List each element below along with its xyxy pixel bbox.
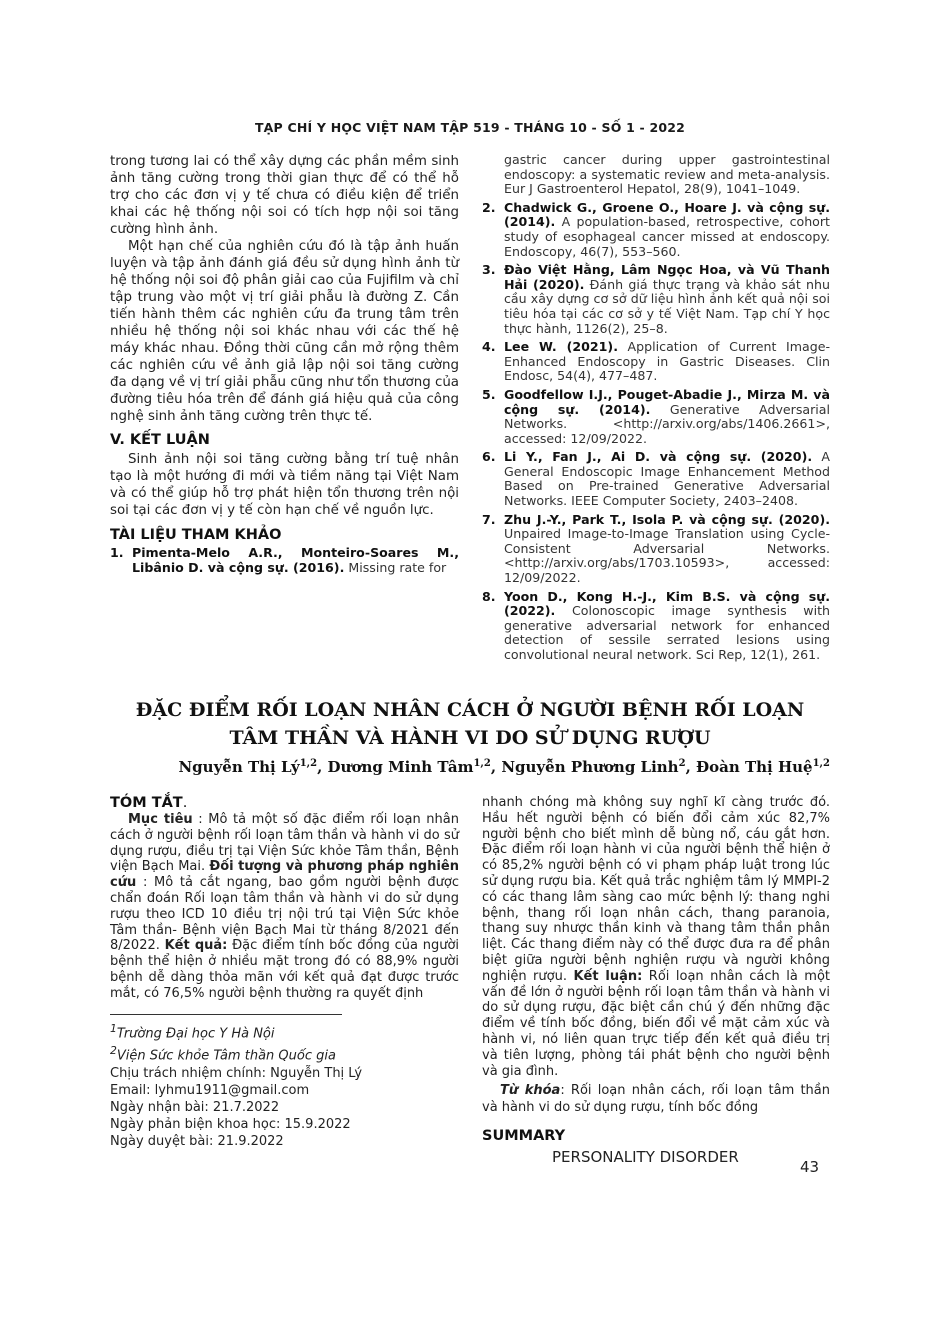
reference-item-continued: gastric cancer during upper gastrointestinal endoscopy: a systematic review and meta-analysis. Eur J Gastroenterol Hepatol, 28(9), 1041–1049.	[504, 152, 830, 197]
footnote-line: Ngày phản biện khoa học: 15.9.2022	[110, 1116, 351, 1132]
abstract-text: Mục tiêu : Mô tả một số đặc điểm rối loạn nhân cách ở người bệnh rối loạn tâm thần và hành vi do sử dụng rượu, điều trị tại Viện Sức khỏe Tâm thần, Bệnh viện Bạch Mai. Đối tượng và phương pháp nghiên cứu : Mô tả cắt ngang, bao gồm người bệnh được chẩn đoán Rối loạn tâm thần và hành vi do sử dụng rượu theo ICD 10 điều trị nội trú tại Viện Sức khỏe Tâm thần- Bệnh viện Bạch Mai từ tháng 8/2021 đến 8/2022. Kết quả: Đặc điểm tính bốc đồng của người bệnh thể hiện ở nhiều mặt trong đó có 88,9% người bệnh dễ dàng thỏa mãn với kết quả đạt được trước mắt, có 76,5% người bệnh thường ra quyết định	[110, 812, 460, 1001]
left-column	[110, 153, 459, 579]
references-heading: TÀI LIỆU THAM KHẢO	[110, 527, 282, 543]
footnote-line: Chịu trách nhiệm chính: Nguyễn Thị Lý	[110, 1065, 363, 1081]
summary-title: PERSONALITY DISORDER	[552, 1148, 739, 1167]
reference-item: 5. Goodfellow I.J., Pouget-Abadie J., Mirza M. và cộng sự. (2014). Generative Adversarial Networks. <http://arxiv.org/abs/1406.2661>, accessed: 12/09/2022.	[482, 386, 830, 446]
author-name: Nguyễn Phương Linh	[501, 758, 679, 776]
summary-heading: SUMMARY	[482, 1128, 566, 1145]
reference-item: 7. Zhu J.-Y., Park T., Isola P. và cộng sự. (2020). Unpaired Image-to-Image Translation using Cycle-Consistent Adversarial Networks. <http://arxiv.org/abs/1703.10593>, accessed: 12/09/2022.	[482, 511, 830, 586]
author-line: Nguyễn Thị Lý$^{1,2}$, Dương Minh Tâm$^{1,2}$, Nguyễn Phương Linh$^2$, Đoàn Thị Huệ$^{1,2}$	[178, 758, 830, 776]
footnote-affiliation: $^2$Viện Sức khỏe Tâm thần Quốc gia	[110, 1044, 336, 1064]
reference-list	[482, 153, 830, 663]
reference-item: 1. Pimenta-Melo A.R., Monteiro-Soares M., Libânio D. và cộng sự. (2016). Missing rate for	[110, 545, 459, 575]
section-heading-conclusion: V. KẾT LUẬN	[110, 432, 210, 448]
abstract-text: nhanh chóng mà không suy nghĩ kĩ càng trước đó. Hầu hết người bệnh có biến đổi cảm xúc 82,7% người bệnh cho biết mình dễ bùng nổ, cáu gắt hơn. Đặc điểm rối loạn hành vi của người bệnh thể hiện ở có 85,2% người bệnh có vi phạm pháp luật trong lúc sử dụng rượu bia. Kết quả trắc nghiệm tâm lý MMPI-2 có các thang lâm sàng cao mức bệnh lý: thang nghi bệnh, thang rối loạn nhân cách, thang paranoia, thang suy nhược thần kinh và thang tâm thần phân liệt. Các thang điểm này có thể được đưa ra để phân biệt giữa người bệnh nghiện rượu và người không nghiện rượu. Kết luận: Rối loạn nhân cách là một vấn đề lớn ở người bệnh rối loạn tâm thần và hành vi do sử dụng rượu, đặc biệt cần chú ý đến những đặc điểm về tính bốc đồng, biến đổi về mặt cảm xúc và hành vi, nó liên quan trực tiếp đến kết quả điều trị và tiên lượng, phòng tái phát bệnh cho người bệnh và gia đình.	[482, 795, 830, 1079]
footnotes	[110, 1020, 459, 1150]
reference-item: 4. Lee W. (2021). Application of Current Image-Enhanced Endoscopy in Gastric Diseases. Clin Endosc, 54(4), 477–487.	[482, 339, 830, 384]
page-number: 43	[800, 1158, 820, 1176]
reference-item: 6. Li Y., Fan J., Ai D. và cộng sự. (2020). A General Endoscopic Image Enhancement Method Based on Pre-trained Generative Adversarial Networks. IEEE Computer Society, 2403–2408.	[482, 449, 830, 509]
abstract-right	[482, 795, 830, 1166]
footnote-affiliation: $^1$Trường Đại học Y Hà Nội	[110, 1022, 275, 1042]
abstract-left	[110, 795, 459, 1002]
reference-item: 8. Yoon D., Kong H.-J., Kim B.S. và cộng sự. (2022). Colonoscopic image synthesis with generative adversarial network for enhanced detection of sessile serrated lesions using convolutional neural network. Sci Rep, 12(1), 261.	[482, 588, 830, 662]
footnote-line: Ngày duyệt bài: 21.9.2022	[110, 1133, 284, 1149]
reference-item: 3. Đào Việt Hằng, Lâm Ngọc Hoa, và Vũ Thanh Hải (2020). Đánh giá thực trạng và khảo sát nhu cầu xây dựng cơ sở dữ liệu hình ảnh kết quả nội soi tiêu hóa tại các cơ sở y tế Việt Nam. Tạp chí Y học thực hành, 1126(2), 25–8.	[482, 262, 830, 336]
conclusion-paragraph: Sinh ảnh nội soi tăng cường bằng trí tuệ nhân tạo là một hướng đi mới và tiềm năng tại Việt Nam và có thể giúp hỗ trợ phát hiện tổn thương trên nội soi tại các đơn vị y tế còn hạn chế về nguồn lực.	[110, 452, 459, 518]
article-title: ĐẶC ĐIỂM RỐI LOẠN NHÂN CÁCH Ở NGƯỜI BỆNH RỐI LOẠN TÂM THẦN VÀ HÀNH VI DO SỬ DỤNG RƯỢU	[135, 699, 805, 749]
keywords: Từ khóa: Rối loạn nhân cách, rối loạn tâm thần và hành vi do sử dụng rượu, tính bốc đồng	[482, 1083, 830, 1116]
abstract-heading: TÓM TẮT.	[110, 795, 188, 811]
reference-item: 2. Chadwick G., Groene O., Hoare J. và cộng sự. (2014). A population-based, retrospective, cohort study of esophageal cancer missed at endoscopy. Endoscopy, 46(7), 553–560.	[482, 199, 830, 259]
author-name: Đoàn Thị Huệ	[696, 758, 813, 776]
reference-list	[110, 546, 459, 575]
footnote-line: Ngày nhận bài: 21.7.2022	[110, 1099, 280, 1115]
footnote-line: Email: lyhmu1911@gmail.com	[110, 1082, 310, 1098]
journal-header: TẠP CHÍ Y HỌC VIỆT NAM TẬP 519 - THÁNG 10 - SỐ 1 - 2022	[254, 120, 686, 135]
author-name: Nguyễn Thị Lý	[178, 758, 300, 776]
right-column	[482, 153, 830, 667]
author-name: Dương Minh Tâm	[327, 758, 474, 776]
paragraph: Một hạn chế của nghiên cứu đó là tập ảnh huấn luyện và tập ảnh đánh giá đều sử dụng hình ảnh từ hệ thống nội soi độ phân giải cao của Fujifilm và chỉ tập trung vào một vị trí giải phẫu là đường Z. Cần tiến hành thêm các nghiên cứu đa trung tâm trên nhiều hệ thống nội soi khác nhau với các thế hệ máy khác nhau. Đồng thời cũng cần mở rộng thêm các nghiên cứu về ảnh giả lập nội soi tăng cường đa dạng về vị trí giải phẫu cũng như tổn thương của đường tiêu hóa trên để đánh giá hiệu quả của công nghệ sinh ảnh tăng cường trên thực tế.	[110, 239, 460, 424]
paragraph: trong tương lai có thể xây dựng các phần mềm sinh ảnh tăng cường trong thời gian thực để có thể hỗ trợ cho các đơn vị y tế chưa có điều kiện để triển khai các hệ thống nội soi có tích hợp nội soi tăng cường hình ảnh.	[110, 154, 459, 237]
footnote-divider	[110, 1014, 342, 1015]
